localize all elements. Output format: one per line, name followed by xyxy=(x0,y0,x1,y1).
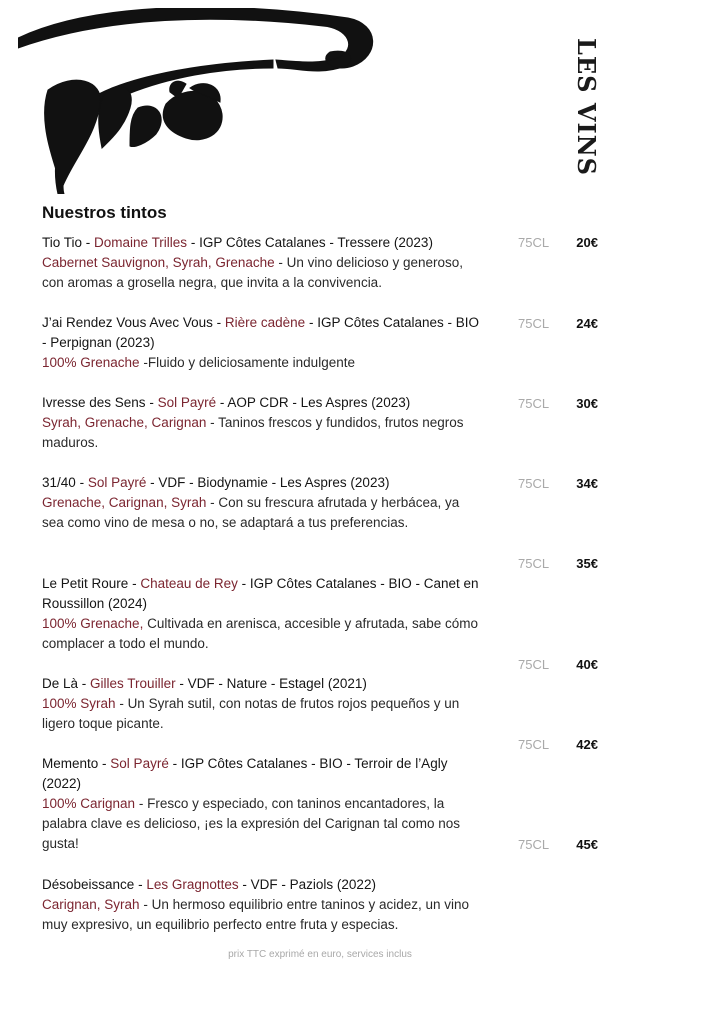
wine-producer: Sol Payré xyxy=(157,395,217,410)
wine-details: IGP Côtes Catalanes - BIO - Terroir de l’Agly (2022) xyxy=(42,756,448,791)
wine-grapes: 100% Grenache, xyxy=(42,616,144,631)
wine-grapes: 100% Syrah xyxy=(42,696,116,711)
wine-grapes: Syrah, Grenache, Carignan xyxy=(42,415,207,430)
wine-producer: Chateau de Rey xyxy=(140,576,238,591)
wine-description: Cultivada en arenisca, accesible y afrutada, sabe cómo complacer a todo el mundo. xyxy=(42,616,479,651)
wine-details: VDF - Biodynamie - Les Aspres (2023) xyxy=(158,475,390,490)
wine-name: Tio Tio xyxy=(42,235,83,250)
volume-label: 75CL xyxy=(518,316,550,331)
flower-logo-icon xyxy=(18,8,378,194)
wine-details: VDF - Paziols (2022) xyxy=(250,877,376,892)
wine-grapes: Grenache, Carignan, Syrah xyxy=(42,495,207,510)
wine-details: VDF - Nature - Estagel (2021) xyxy=(187,676,367,691)
wine-details: IGP Côtes Catalanes - BIO - Canet en Roussillon (2024) xyxy=(42,576,479,611)
price-label: 35€ xyxy=(576,556,598,571)
wine-name: Désobeissance xyxy=(42,877,135,892)
wine-details: IGP Côtes Catalanes - Tressere (2023) xyxy=(199,235,433,250)
volume-label: 75CL xyxy=(518,476,550,491)
wine-grapes: 100% Carignan xyxy=(42,796,136,811)
wine-producer: Domaine Trilles xyxy=(94,235,188,250)
wine-grapes: 100% Grenache xyxy=(42,355,140,370)
price-label: 40€ xyxy=(576,657,598,672)
volume-label: 75CL xyxy=(518,396,550,411)
wine-description: Fresco y especiado, con taninos encantadores, la palabra clave es delicioso, ¡es la expresión del Carignan tal como nos gusta! xyxy=(42,796,460,851)
wine-item: 31/40 - Sol Payré - VDF - Biodynamie - Les Aspres (2023) Grenache, Carignan, Syrah - Con su frescura afrutada y herbácea, ya sea como vino de mesa o no, se adaptará a tus preferencias. xyxy=(42,475,460,530)
wine-item: Désobeissance - Les Gragnottes - VDF - Paziols (2022) Carignan, Syrah - Un hermoso equilibrio entre taninos y acidez, un vino muy expresivo, un equilibrio perfecto entre fruta y especias. xyxy=(42,877,470,932)
wine-name: De Là xyxy=(42,676,79,691)
wine-name: Ivresse des Sens xyxy=(42,395,146,410)
wine-name: Memento xyxy=(42,756,99,771)
wine-name: 31/40 xyxy=(42,475,76,490)
wine-details: IGP Côtes Catalanes - BIO - Perpignan (2023) xyxy=(42,315,480,350)
wine-producer: Sol Payré xyxy=(110,756,169,771)
wine-description: Con su frescura afrutada y herbácea, ya sea como vino de mesa o no, se adaptará a tus preferencias. xyxy=(42,495,460,530)
wine-producer: Sol Payré xyxy=(87,475,147,490)
wine-description: Un vino delicioso y generoso, con aromas a grosella negra, que invita a la convivencia. xyxy=(42,255,464,290)
wine-description: Un Syrah sutil, con notas de frutos rojos pequeños y un ligero toque picante. xyxy=(42,696,460,731)
wine-name: Le Petit Roure xyxy=(42,576,129,591)
price-label: 42€ xyxy=(576,737,598,752)
wine-producer: Les Gragnottes xyxy=(146,877,239,892)
wine-item: De Là - Gilles Trouiller - VDF - Nature - Estagel (2021) 100% Syrah - Un Syrah sutil, con notas de frutos rojos pequeños y un ligero toque picante. xyxy=(42,676,460,731)
volume-label: 75CL xyxy=(518,556,550,571)
price-label: 30€ xyxy=(576,396,598,411)
page-title: LES VINS xyxy=(572,38,601,176)
wine-item: Le Petit Roure - Chateau de Rey - IGP Côtes Catalanes - BIO - Canet en Roussillon (2024) 100% Grenache, Cultivada en arenisca, accesible y afrutada, sabe cómo complacer a todo el mundo. xyxy=(42,576,479,651)
wine-grapes: Cabernet Sauvignon, Syrah, Grenache xyxy=(42,255,275,270)
price-label: 45€ xyxy=(576,837,598,852)
wine-item: J’ai Rendez Vous Avec Vous - Rière cadène - IGP Côtes Catalanes - BIO - Perpignan (2023) 100% Grenache -Fluido y deliciosamente indulgente xyxy=(42,315,480,370)
price-label: 20€ xyxy=(576,235,598,250)
wine-description: Taninos frescos y fundidos, frutos negros maduros. xyxy=(42,415,464,450)
wine-description: Fluido y deliciosamente indulgente xyxy=(147,355,355,370)
wine-producer: Rière cadène xyxy=(224,315,306,330)
price-label: 34€ xyxy=(576,476,598,491)
wine-grapes: Carignan, Syrah xyxy=(42,897,140,912)
wine-description: Un hermoso equilibrio entre taninos y acidez, un vino muy expresivo, un equilibrio perfecto entre fruta y especias. xyxy=(42,897,470,932)
wine-details: AOP CDR - Les Aspres (2023) xyxy=(227,395,411,410)
wine-item: Memento - Sol Payré - IGP Côtes Catalanes - BIO - Terroir de l’Agly (2022) 100% Carignan - Fresco y especiado, con taninos encantadores, la palabra clave es delicioso, ¡es la expresión del Carignan tal como nos gusta! xyxy=(42,756,460,851)
wine-producer: Gilles Trouiller xyxy=(90,676,176,691)
wine-item: Tio Tio - Domaine Trilles - IGP Côtes Catalanes - Tressere (2023) Cabernet Sauvignon, Syrah, Grenache - Un vino delicioso y generoso, con aromas a grosella negra, que invita a la convivencia. xyxy=(42,235,464,290)
volume-label: 75CL xyxy=(518,737,550,752)
footer-note: prix TTC exprimé en euro, services inclus xyxy=(228,949,412,960)
wine-name: J’ai Rendez Vous Avec Vous xyxy=(42,315,213,330)
volume-label: 75CL xyxy=(518,657,550,672)
price-label: 24€ xyxy=(576,316,598,331)
volume-label: 75CL xyxy=(518,837,550,852)
section-title: Nuestros tintos xyxy=(42,203,167,222)
wine-item: Ivresse des Sens - Sol Payré - AOP CDR - Les Aspres (2023) Syrah, Grenache, Carignan - Taninos frescos y fundidos, frutos negros maduros. xyxy=(42,395,464,450)
volume-label: 75CL xyxy=(518,235,550,250)
